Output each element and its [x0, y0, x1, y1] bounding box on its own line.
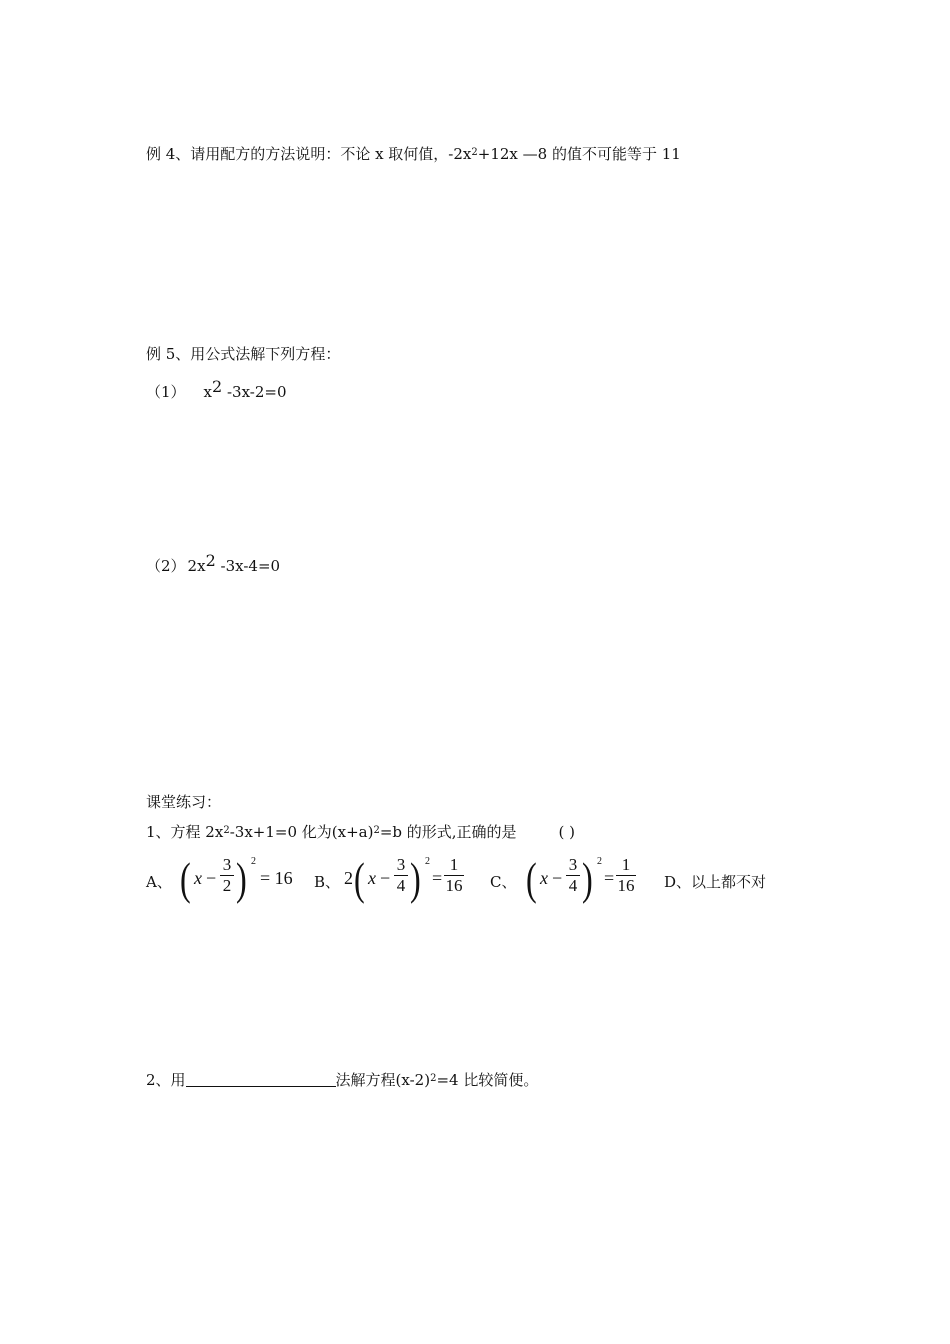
- option-b-label: B、: [314, 873, 341, 891]
- option-a-rhs: = 16: [260, 868, 293, 888]
- option-a-num: 3: [222, 855, 232, 874]
- option-c-fraction: [566, 856, 580, 895]
- right-paren-icon: ): [582, 853, 593, 904]
- example-5-title: 例 5、用公式法解下列方程：: [146, 345, 341, 363]
- option-a-fraction: [220, 856, 234, 895]
- option-c-rden: 16: [617, 876, 635, 895]
- option-c-num: 3: [568, 855, 578, 874]
- answer-parentheses: ( ): [558, 823, 576, 841]
- practice-q2-c: =4 比较简便。: [436, 1071, 539, 1089]
- left-paren-icon: (: [354, 853, 365, 904]
- right-paren-icon: ): [410, 853, 421, 904]
- option-b-num: 3: [396, 855, 406, 874]
- option-a-x: x: [194, 868, 202, 888]
- practice-title: 课堂练习：: [146, 793, 222, 811]
- option-c-rnum: 1: [621, 855, 631, 874]
- example-4-exponent: 2: [471, 147, 478, 158]
- answer-blank[interactable]: [186, 1072, 336, 1087]
- q2-rest: -3x-4=0: [215, 557, 281, 575]
- example-4-suffix: +12x —8 的值不可能等于 11: [477, 145, 681, 163]
- option-b-rden: 16: [445, 876, 463, 895]
- example-4-line: [146, 144, 681, 164]
- q1-number: （1）: [146, 383, 186, 401]
- option-c-rhs-fraction: [616, 856, 636, 895]
- option-b-rhs-fraction: [444, 856, 464, 895]
- option-b-rnum: 1: [449, 855, 459, 874]
- option-b-formula: [344, 852, 474, 912]
- left-paren-icon: (: [180, 853, 191, 904]
- option-a-minus: −: [206, 868, 217, 888]
- option-b-minus: −: [380, 868, 391, 888]
- option-c-formula: [526, 852, 646, 912]
- option-b-den: 4: [396, 876, 406, 895]
- example-5-q1: [146, 377, 287, 402]
- example-5-q2: [146, 551, 281, 576]
- q2-term: 2x: [187, 557, 206, 575]
- option-c-minus: −: [552, 868, 563, 888]
- option-a-exp: 2: [251, 856, 256, 867]
- option-b-coef: 2: [344, 868, 353, 888]
- option-c-label: C、: [490, 873, 517, 891]
- option-a-den: 2: [222, 876, 232, 895]
- left-paren-icon: (: [526, 853, 537, 904]
- option-c-x: x: [540, 868, 548, 888]
- option-c-eq: =: [604, 868, 615, 888]
- practice-q1-exp1: 2: [223, 825, 230, 836]
- option-b-fraction: [394, 856, 408, 895]
- right-paren-icon: ): [236, 853, 247, 904]
- example-4-prefix: 例 4、请用配方的方法说明：不论 x 取何值，-2x: [146, 145, 472, 163]
- practice-q2-b: 法解方程(x-2): [335, 1071, 431, 1089]
- practice-q2-a: 2、用: [146, 1071, 186, 1089]
- option-b-x: x: [368, 868, 376, 888]
- option-b-exp: 2: [425, 856, 430, 867]
- practice-q1-a: 1、方程 2x: [146, 823, 224, 841]
- option-a-label: A、: [146, 873, 172, 891]
- practice-q1-b: -3x+1=0 化为(x+a): [229, 823, 374, 841]
- q2-number: （2）: [146, 557, 186, 575]
- practice-q1: [146, 822, 575, 842]
- q1-term: x: [203, 383, 213, 401]
- practice-q2-exp: 2: [430, 1073, 437, 1084]
- practice-q1-c: =b 的形式,正确的是: [379, 823, 517, 841]
- option-b-eq: =: [432, 868, 443, 888]
- option-a-formula: [180, 852, 300, 912]
- option-c-exp: 2: [597, 856, 602, 867]
- option-d-label: D、以上都不对: [664, 873, 767, 891]
- q1-exponent: 2: [212, 377, 223, 396]
- q2-exponent: 2: [205, 551, 216, 570]
- option-c-den: 4: [568, 876, 578, 895]
- practice-q2: [146, 1070, 538, 1090]
- practice-q1-exp2: 2: [373, 825, 380, 836]
- q1-rest: -3x-2=0: [222, 383, 287, 401]
